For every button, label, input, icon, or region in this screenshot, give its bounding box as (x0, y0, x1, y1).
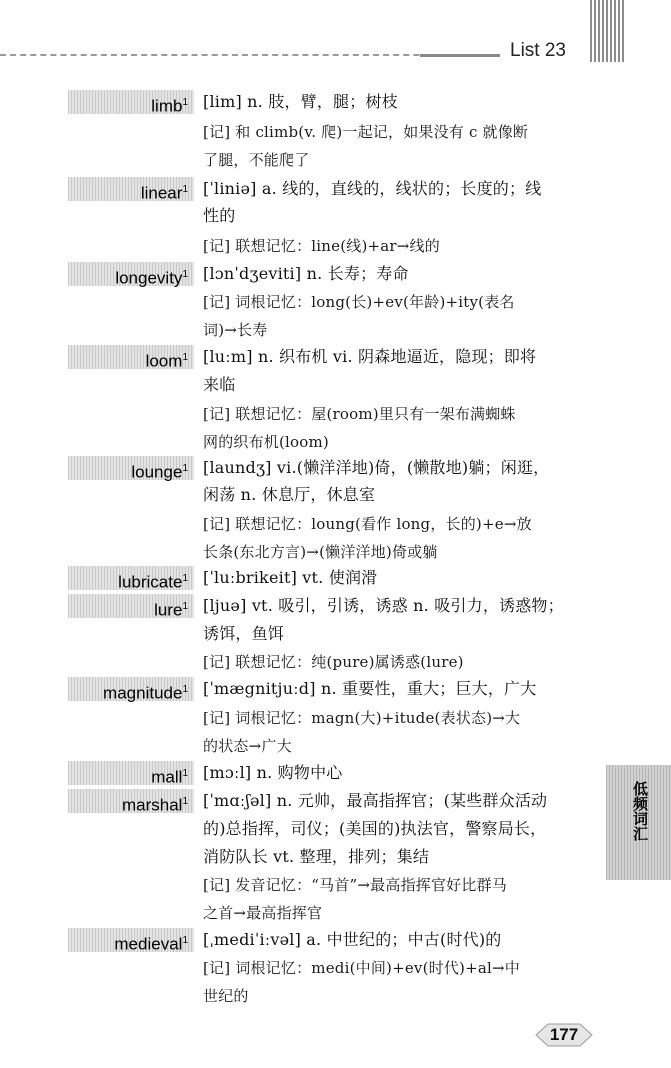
side-tab-label: 低频词汇 (631, 781, 649, 841)
memo-line: [记] 词根记忆：magn(大)+itude(表状态)→大 (203, 709, 521, 727)
definition-line: [mɔːl] n. 购物中心 (203, 763, 343, 782)
headword-text: longevity (115, 268, 183, 288)
definition-line: 性的 (203, 206, 236, 225)
headword-limb (68, 90, 194, 114)
frequency-mark: 1 (182, 573, 188, 584)
definition-line: [lɔnˈdʒeviti] n. 长寿；寿命 (203, 264, 409, 283)
definition-line: [ljuə] vt. 吸引，引诱，诱惑 n. 吸引力，诱惑物； (203, 596, 564, 615)
headword-text: lubricate (118, 572, 183, 592)
headword-text: lounge (131, 462, 183, 482)
memo-line: [记] 联想记忆：loung(看作 long，长的)+e→放 (203, 515, 532, 533)
definition-line: [laundʒ] vi.(懒洋洋地)倚，(懒散地)躺；闲逛， (203, 458, 550, 477)
frequency-mark: 1 (182, 184, 188, 195)
memo-line: [记] 和 climb(v. 爬)一起记，如果没有 c 就像断 (203, 123, 529, 141)
memo-line: [记] 发音记忆：“马首”→最高指挥官好比群马 (203, 876, 507, 894)
frequency-mark: 1 (182, 684, 188, 695)
memo-line: [记] 词根记忆：long(长)+ev(年龄)+ity(表名 (203, 293, 515, 311)
page-number-badge (534, 1022, 594, 1048)
memo-line: [记] 词根记忆：medi(中间)+ev(时代)+al→中 (203, 959, 520, 977)
headword-medieval (68, 928, 194, 952)
headword-magnitude (68, 677, 194, 701)
memo-line: 了腿，不能爬了 (203, 151, 310, 169)
memo-line: 的状态→广大 (203, 737, 292, 755)
page-number: 177 (549, 1025, 579, 1044)
definition-line: [ˈliniə] a. 线的，直线的，线状的；长度的；线 (203, 179, 542, 198)
section-side-tab (606, 765, 671, 880)
headword-mall (68, 761, 194, 785)
frequency-mark: 1 (182, 463, 188, 474)
memo-line: 网的织布机(loom) (203, 433, 329, 451)
definition-line: [lim] n. 肢，臂，腿；树枝 (203, 92, 398, 111)
definition-line: 来临 (203, 375, 236, 394)
headword-text: magnitude (103, 683, 183, 703)
headword-longevity (68, 262, 194, 286)
memo-line: [记] 联想记忆：line(线)+ar→线的 (203, 237, 440, 255)
memo-line: 词)→长寿 (203, 321, 268, 339)
frequency-mark: 1 (182, 601, 188, 612)
headword-text: lure (154, 600, 183, 620)
definition-line: [luːm] n. 织布机 vi. 阴森地逼近，隐现；即将 (203, 347, 537, 366)
definition-line: 诱饵，鱼饵 (203, 624, 285, 643)
definition-line: [ˈluːbrikeit] vt. 使润滑 (203, 568, 378, 587)
frequency-mark: 1 (182, 796, 188, 807)
headword-lounge (68, 456, 194, 480)
list-title: List 23 (510, 40, 566, 61)
memo-line: [记] 联想记忆：纯(pure)属诱惑(lure) (203, 653, 464, 671)
definition-line: [ˈmɑːʃəl] n. 元帅，最高指挥官；(某些群众活动 (203, 791, 548, 810)
headword-text: linear (140, 183, 183, 203)
definition-line: [ˌmediˈiːvəl] a. 中世纪的；中古(时代)的 (203, 930, 502, 949)
headword-linear (68, 177, 194, 201)
definition-line: 的)总指挥，司仪；(美国的)执法官，警察局长， (203, 819, 547, 838)
headword-marshal (68, 789, 194, 813)
headword-text: limb (151, 96, 183, 116)
definition-line: 消防队长 vt. 整理，排列；集结 (203, 847, 430, 866)
headword-lubricate (68, 566, 194, 590)
memo-line: 之首→最高指挥官 (203, 904, 323, 922)
header-rule-accent (420, 54, 500, 57)
frequency-mark: 1 (182, 935, 188, 946)
barcode-decoration (590, 0, 626, 62)
frequency-mark: 1 (182, 352, 188, 363)
page-header (0, 0, 671, 80)
definition-line: 闲荡 n. 休息厅，休息室 (203, 485, 376, 504)
headword-text: marshal (121, 795, 183, 815)
memo-line: [记] 联想记忆：屋(room)里只有一架布满蜘蛛 (203, 405, 516, 423)
memo-line: 长条(东北方言)→(懒洋洋地)倚或躺 (203, 543, 438, 561)
frequency-mark: 1 (182, 97, 188, 108)
headword-text: medieval (114, 934, 183, 954)
memo-line: 世纪的 (203, 987, 249, 1005)
frequency-mark: 1 (182, 269, 188, 280)
frequency-mark: 1 (182, 768, 188, 779)
headword-lure (68, 594, 194, 618)
definition-line: [ˈmægnitjuːd] n. 重要性，重大；巨大，广大 (203, 679, 537, 698)
headword-text: mall (151, 767, 183, 787)
headword-loom (68, 345, 194, 369)
headword-text: loom (145, 351, 183, 371)
